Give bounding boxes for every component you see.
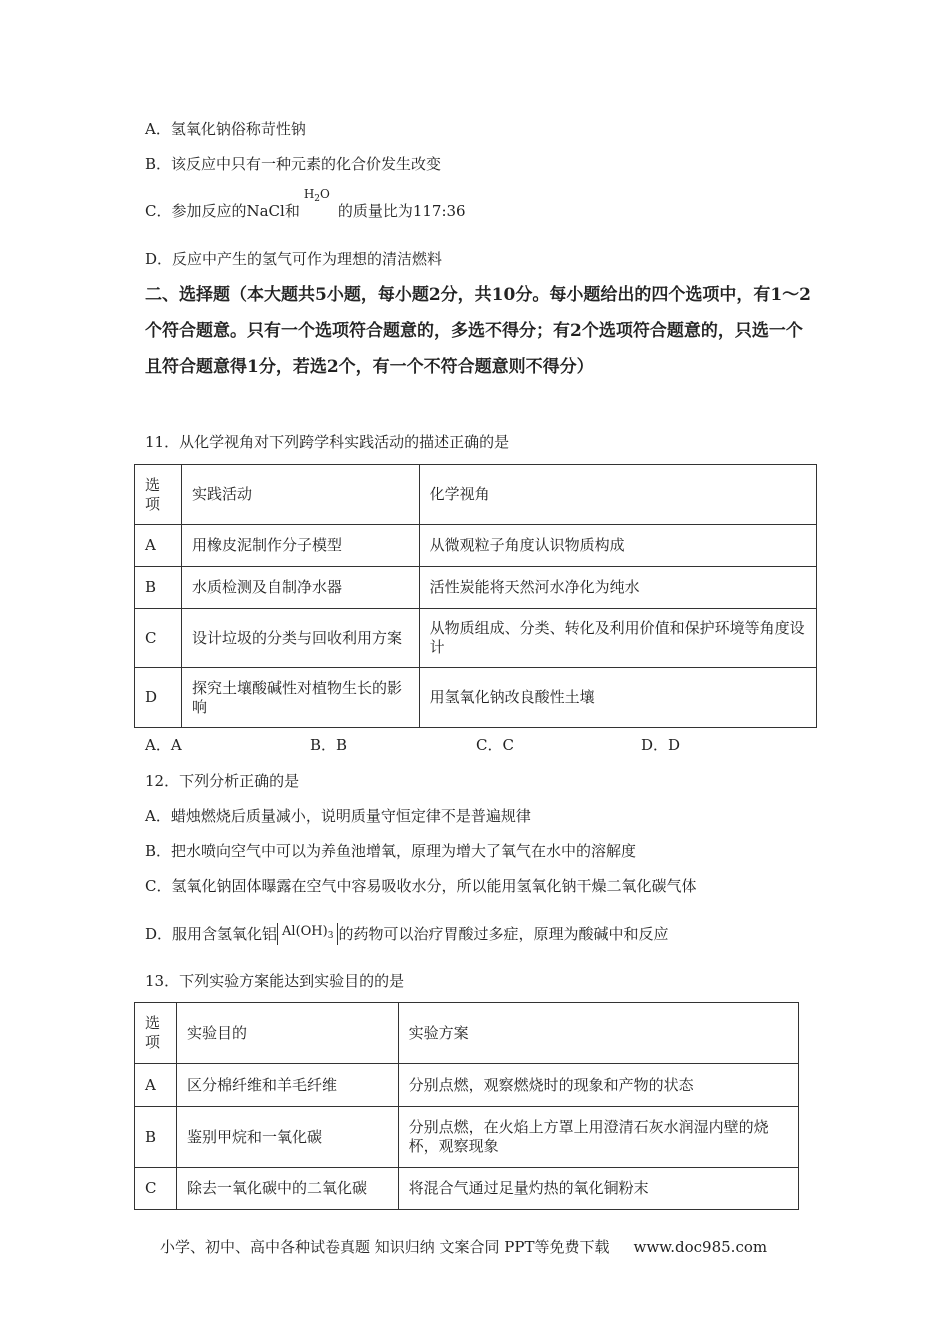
aloh3-formula-sub: 3 bbox=[327, 931, 334, 941]
header-label: 选项 bbox=[145, 475, 161, 513]
row-option: D bbox=[135, 668, 182, 728]
q10-option-c-suffix: 的质量比为117:36 bbox=[337, 202, 466, 220]
row-plan: 分别点燃，观察燃烧时的现象和产物的状态 bbox=[398, 1064, 798, 1107]
page-footer bbox=[160, 1236, 767, 1257]
header-cell-chem-view: 化学视角 bbox=[419, 465, 816, 525]
row-plan: 分别点燃，在火焰上方罩上用澄清石灰水润湿内壁的烧杯，观察现象 bbox=[398, 1107, 798, 1168]
table-row bbox=[135, 1064, 799, 1107]
q11-stem: 11．从化学视角对下列跨学科实践活动的描述正确的是 bbox=[145, 433, 510, 451]
q12-stem: 12．下列分析正确的是 bbox=[145, 772, 300, 790]
q11-choice-b[interactable]: B．B bbox=[310, 736, 348, 754]
table-row bbox=[135, 668, 817, 728]
footer-text: 小学、初中、高中各种试卷真题 知识归纳 文案合同 PPT等免费下载 bbox=[160, 1238, 610, 1256]
q10-option-b: B．该反应中只有一种元素的化合价发生改变 bbox=[145, 155, 442, 173]
h2o-formula-o: O bbox=[320, 187, 330, 201]
q12-option-c[interactable]: C．氢氧化钠固体曝露在空气中容易吸收水分，所以能用氢氧化钠干燥二氧化碳气体 bbox=[145, 877, 697, 895]
row-option: B bbox=[135, 567, 182, 609]
q11-table bbox=[134, 464, 817, 728]
table-row bbox=[135, 1107, 799, 1168]
aloh3-formula bbox=[277, 923, 338, 945]
row-chem-view: 活性炭能将天然河水净化为纯水 bbox=[419, 567, 816, 609]
header-cell-purpose: 实验目的 bbox=[176, 1003, 398, 1064]
q13-table bbox=[134, 1002, 799, 1210]
table-row bbox=[135, 567, 817, 609]
row-plan: 将混合气通过足量灼热的氧化铜粉末 bbox=[398, 1168, 798, 1210]
row-option: C bbox=[135, 1168, 177, 1210]
q10-option-c bbox=[145, 187, 466, 221]
q10-option-a: A．氢氧化钠俗称苛性钠 bbox=[145, 120, 306, 138]
header-cell-option bbox=[135, 465, 182, 525]
row-option: A bbox=[135, 525, 182, 567]
row-purpose: 除去一氧化碳中的二氧化碳 bbox=[176, 1168, 398, 1210]
q11-choice-c[interactable]: C．C bbox=[476, 736, 514, 754]
table-row bbox=[135, 525, 817, 567]
table-header-row bbox=[135, 465, 817, 525]
q11-choice-d[interactable]: D．D bbox=[641, 736, 681, 754]
row-activity: 设计垃圾的分类与回收利用方案 bbox=[181, 609, 419, 668]
row-option: C bbox=[135, 609, 182, 668]
row-purpose: 鉴别甲烷和一氧化碳 bbox=[176, 1107, 398, 1168]
section-2-heading: 二、选择题（本大题共5小题，每小题2分，共10分。每小题给出的四个选项中，有1～2个符合题意。只有一个选项符合题意的，多选不得分；有2个选项符合题意的，只选一个且符合题意得1分，若选2个，有一个不符合题意则不得分） bbox=[145, 285, 811, 377]
h2o-formula bbox=[304, 187, 330, 206]
row-chem-view: 从物质组成、分类、转化及利用价值和保护环境等角度设计 bbox=[419, 609, 816, 668]
row-activity: 探究土壤酸碱性对植物生长的影响 bbox=[181, 668, 419, 728]
q10-option-c-prefix: C．参加反应的NaCl和 bbox=[145, 202, 300, 220]
table-row bbox=[135, 1168, 799, 1210]
footer-site-link[interactable]: www.doc985.com bbox=[633, 1238, 768, 1256]
q13-stem: 13．下列实验方案能达到实验目的的是 bbox=[145, 972, 405, 990]
header-cell-plan: 实验方案 bbox=[398, 1003, 798, 1064]
q12-option-a[interactable]: A．蜡烛燃烧后质量减小，说明质量守恒定律不是普遍规律 bbox=[145, 807, 531, 825]
header-cell-activity: 实践活动 bbox=[181, 465, 419, 525]
header-label: 选项 bbox=[145, 1014, 161, 1051]
row-chem-view: 从微观粒子角度认识物质构成 bbox=[419, 525, 816, 567]
row-option: B bbox=[135, 1107, 177, 1168]
aloh3-formula-main: Al(OH) bbox=[282, 924, 328, 939]
q12-option-b[interactable]: B．把水喷向空气中可以为养鱼池增氧，原理为增大了氧气在水中的溶解度 bbox=[145, 842, 637, 860]
q12-option-d-suffix: 的药物可以治疗胃酸过多症，原理为酸碱中和反应 bbox=[338, 925, 669, 943]
table-row bbox=[135, 609, 817, 668]
q10-option-d: D．反应中产生的氢气可作为理想的清洁燃料 bbox=[145, 250, 443, 268]
q12-option-d[interactable] bbox=[145, 923, 668, 945]
table-header-row bbox=[135, 1003, 799, 1064]
h2o-formula-sub: 2 bbox=[314, 194, 321, 204]
row-option: A bbox=[135, 1064, 177, 1107]
row-chem-view: 用氢氧化钠改良酸性土壤 bbox=[419, 668, 816, 728]
q12-option-d-prefix: D．服用含氢氧化铝 bbox=[145, 925, 278, 943]
header-cell-option bbox=[135, 1003, 177, 1064]
row-activity: 用橡皮泥制作分子模型 bbox=[181, 525, 419, 567]
row-activity: 水质检测及自制净水器 bbox=[181, 567, 419, 609]
h2o-formula-h: H bbox=[303, 187, 315, 201]
q11-choice-a[interactable]: A．A bbox=[145, 736, 182, 754]
row-purpose: 区分棉纤维和羊毛纤维 bbox=[176, 1064, 398, 1107]
